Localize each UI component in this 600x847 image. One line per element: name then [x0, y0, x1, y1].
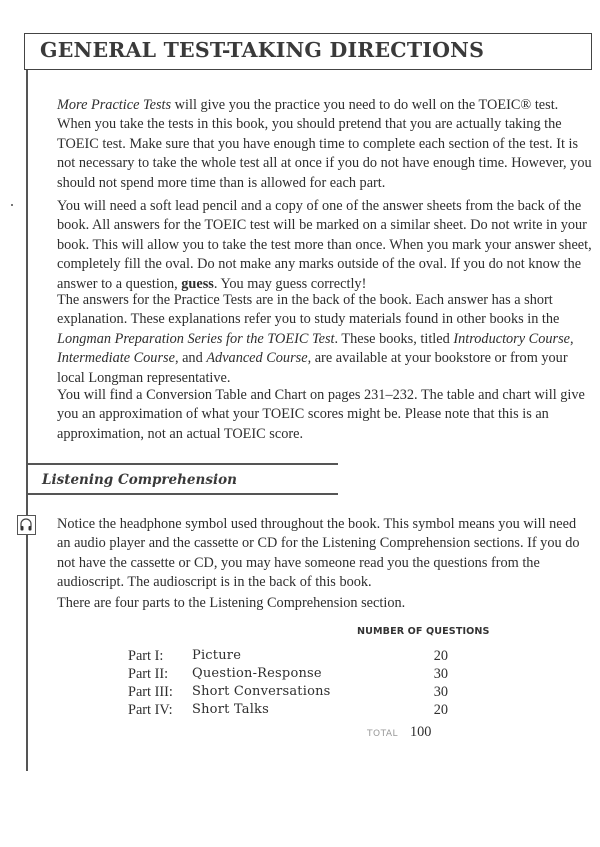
section-title-listening: Listening Comprehension: [42, 472, 237, 488]
table-header-number-of-questions: NUMBER OF QUESTIONS: [357, 626, 490, 637]
listening-paragraph-1: Notice the headphone symbol used throughout the book. This symbol means you will need an audio player and the cassette or CD for the Listening Comprehension sections. If you do not have the cassette or CD, you may have someone read you the questions from the audioscript. The audioscript is in the back of this book.: [57, 516, 580, 591]
listening-paragraph-2: There are four parts to the Listening Comprehension section.: [57, 595, 406, 611]
book-title-italic: More Practice Tests: [57, 97, 172, 113]
intro-paragraph-3: The answers for the Practice Tests are in the back of the book. Each answer has a short explanation. These explanations refer you to study materials found in other books in the Longman Preparation Series for the TOEIC Test. These books, titled Introductory Course, Intermediate Course, and Advanced Course, are available at your bookstore or from your local Longman representative.: [57, 292, 574, 386]
headphone-icon: [17, 515, 36, 535]
section-rule-top: [26, 463, 338, 465]
intro-paragraph-2: You will need a soft lead pencil and a copy of one of the answer sheets from the back of the book. All answers for the TOEIC test will be marked on a similar sheet. Do not write in your book. This will allow you to take the test more than once. When you mark your answer sheet, completely fill the oval. Do not make any marks outside of the oval. If you do not know the answer to a question, guess. You may guess correctly!: [57, 198, 592, 292]
section-rule-bottom: [26, 493, 338, 495]
left-margin-rule: [26, 70, 28, 771]
table-row: Part IV: Short Talks 20: [128, 702, 448, 718]
total-label: TOTAL: [367, 729, 399, 739]
intro-paragraph-4: You will find a Conversion Table and Chart on pages 231–232. The table and chart will give you an approximation of what your TOEIC scores might be. Please note that this is an approximation, not an actual TOEIC score.: [57, 387, 585, 442]
page-title: GENERAL TEST-TAKING DIRECTIONS: [40, 38, 485, 62]
table-row: Part II: Question-Response 30: [128, 666, 448, 682]
total-value: 100: [410, 724, 432, 740]
intro-paragraph-1: More Practice Tests will give you the practice you need to do well on the TOEIC® test. When you take the tests in this book, you should pretend that you are actually taking the TOEIC test. Make sure that you have enough time to complete each section of the test. It is not necessary to take the whole test all at once if you do not have enough time. However, you should not spend more time than is allowed for each part.: [57, 97, 592, 191]
table-row: Part I: Picture 20: [128, 648, 448, 664]
title-box: [24, 33, 592, 70]
margin-mark: [11, 204, 13, 206]
table-row: Part III: Short Conversations 30: [128, 684, 448, 700]
guess-bold: guess: [181, 275, 214, 292]
